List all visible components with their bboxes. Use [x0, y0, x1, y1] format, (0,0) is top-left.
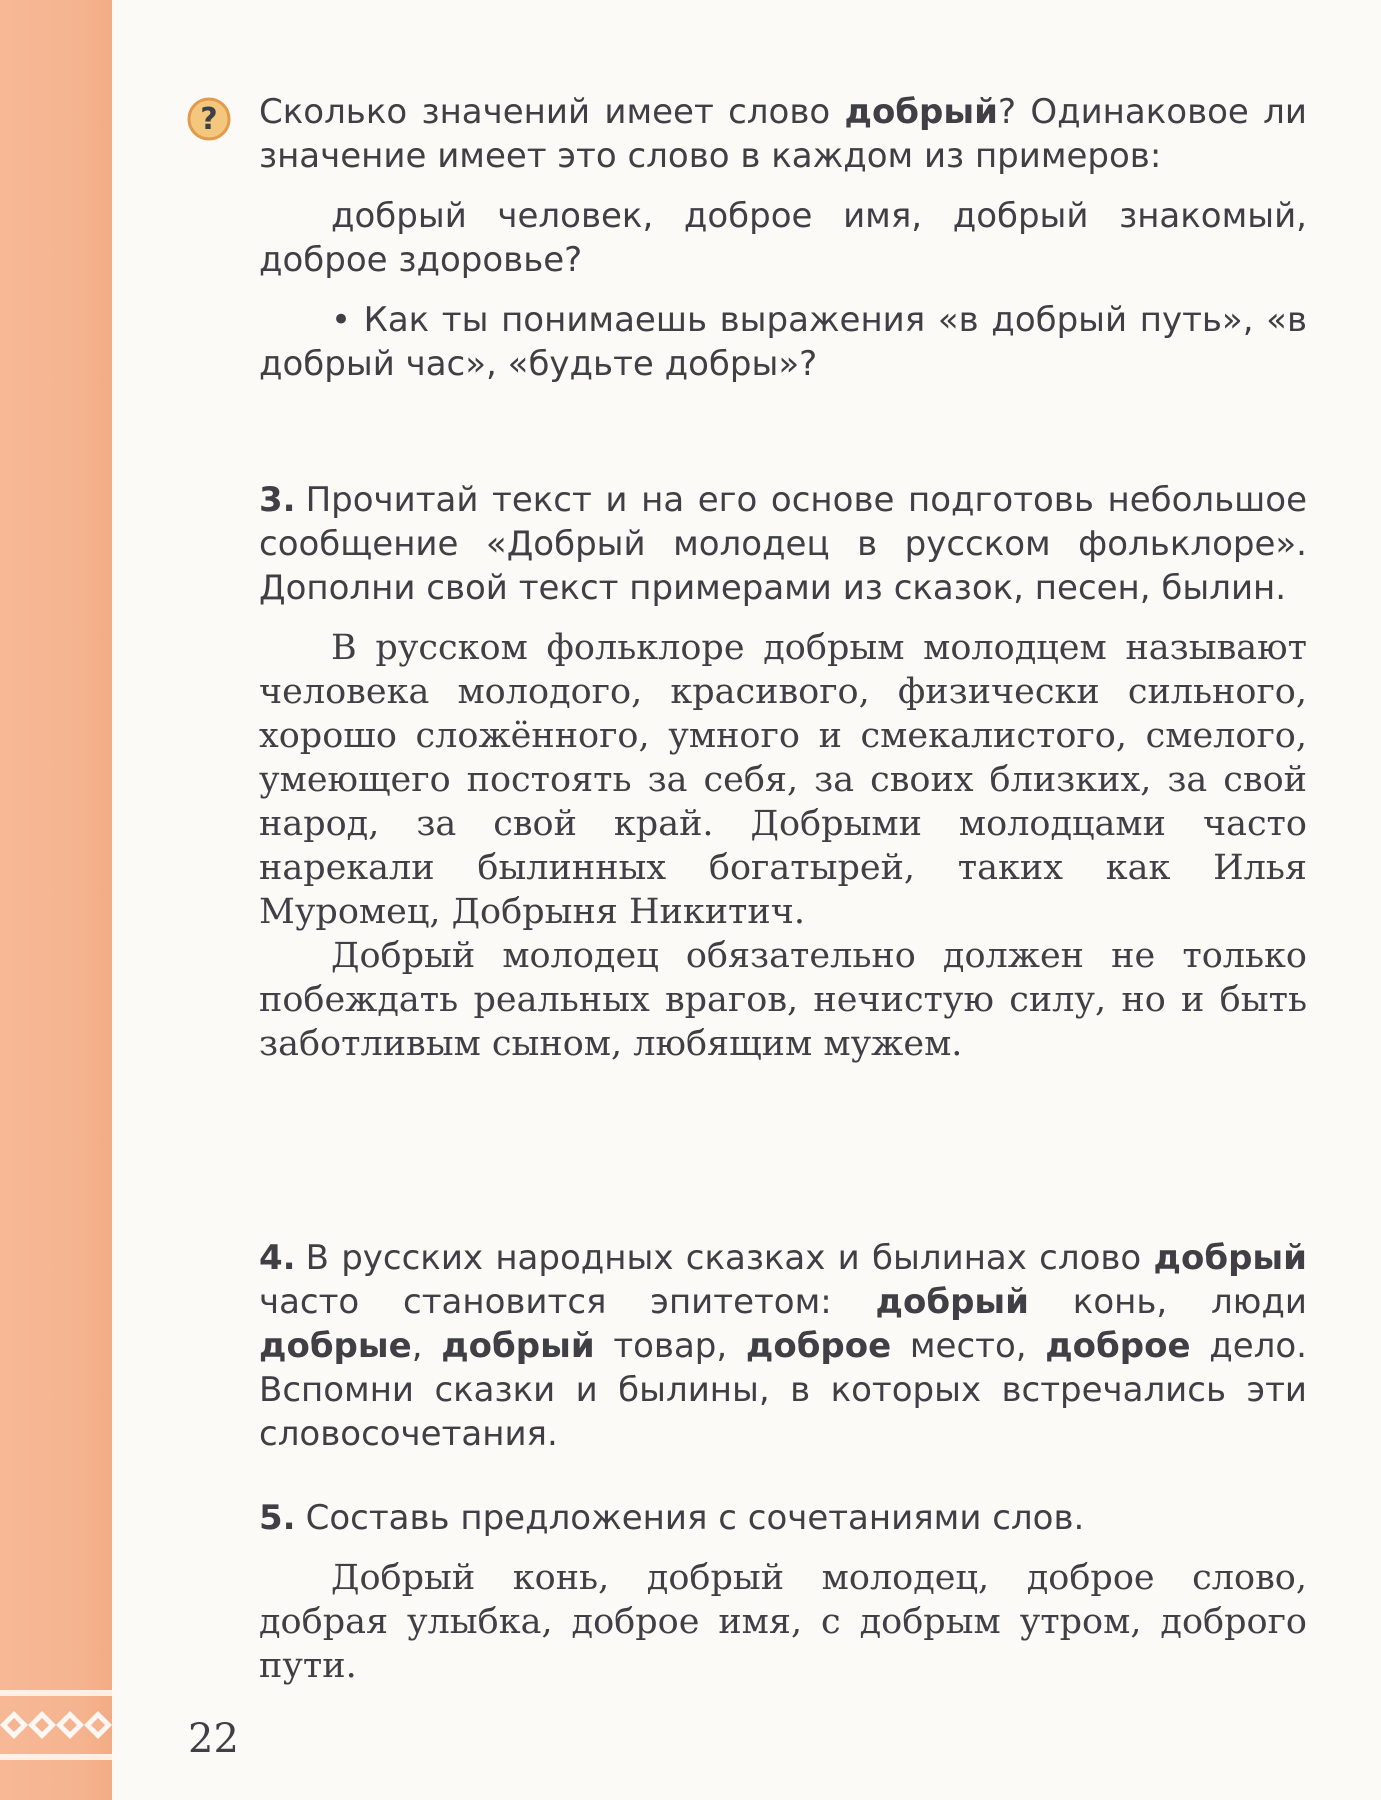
examples-text: добрый человек, доброе имя, добрый знакомый, доброе здоровье?: [259, 196, 1307, 280]
task-4-text-part: место,: [891, 1326, 1046, 1366]
keyword: доброе: [1045, 1326, 1191, 1366]
task-4-text-part: часто становится эпитетом:: [259, 1282, 876, 1322]
task-4-text-part: конь, люди: [1029, 1282, 1307, 1322]
reading-paragraph-1: В русском фольклоре добрым молодцем называют человека молодого, красивого, физически сильного, хорошо сложённого, умного и смекалистого, смелого, умеющего постоять за себя, за своих близких, за свой народ, за свой край. Добрыми молодцами часто нарекали былинных богатырей, таких как Илья Муромец, Добрыня Никитич.: [259, 628, 1307, 932]
question-text-part: Сколько значений имеет слово: [259, 92, 845, 132]
question-text-part: ? Одинаковое ли значение имеет это слово в каждом из примеров:: [259, 92, 1307, 176]
question-text: [259, 90, 1307, 178]
task-number: 3.: [259, 480, 296, 520]
task-3: [259, 478, 1307, 1066]
task-5-text: Составь предложения с сочетаниями слов.: [305, 1498, 1085, 1538]
task-3-instruction: [259, 478, 1307, 610]
keyword: добрый: [1153, 1238, 1307, 1278]
task-4-text-part: дело. Вспомни сказки и былины, в которых встречались эти словосочетания.: [259, 1326, 1307, 1454]
keyword: добрый: [441, 1326, 595, 1366]
task-5: [259, 1496, 1307, 1688]
task-4-text: [259, 1236, 1307, 1456]
task-number: 4.: [259, 1238, 296, 1278]
keyword: добрые: [259, 1326, 412, 1366]
task-4-text-part: ,: [411, 1326, 442, 1366]
task-4-text-part: товар,: [594, 1326, 746, 1366]
task-number: 5.: [259, 1498, 296, 1538]
question-mark-icon: [186, 96, 232, 142]
keyword: доброе: [745, 1326, 892, 1366]
keyword: добрый: [844, 92, 998, 132]
task-3-text: Прочитай текст и на его основе подготовь небольшое сообщение «Добрый молодец в русском фольклоре». Дополни свой текст примерами из сказок, песен, былин.: [259, 480, 1307, 608]
svg-text:?: ?: [200, 102, 218, 137]
task-4: [259, 1236, 1307, 1456]
task-5-instruction: [259, 1496, 1307, 1540]
task-4-text-part: В русских народных сказках и былинах слово: [305, 1238, 1154, 1278]
page-number: 22: [188, 1716, 239, 1762]
phrases-list: Добрый конь, добрый молодец, доброе слово, добрая улыбка, доброе имя, с добрым утром, доброго пути.: [259, 1558, 1307, 1686]
bullet-question: • Как ты понимаешь выражения «в добрый путь», «в добрый час», «будьте добры»?: [259, 300, 1307, 384]
keyword: добрый: [875, 1282, 1029, 1322]
reading-paragraph-2: Добрый молодец обязательно должен не только побеждать реальных врагов, нечистую силу, но и быть заботливым сыном, любящим мужем.: [259, 936, 1307, 1064]
question-block: [259, 90, 1307, 386]
